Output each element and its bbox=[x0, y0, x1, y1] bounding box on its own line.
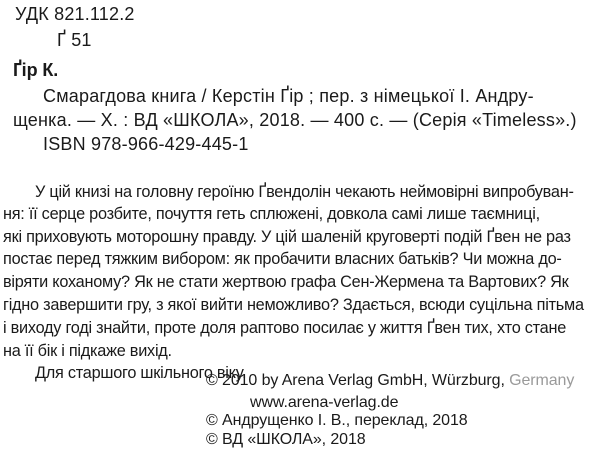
copyright-arena-country: Germany bbox=[509, 372, 575, 389]
annotation-line-8: на її бік і підкаже вихід. bbox=[3, 342, 172, 360]
annotation-line-2: ня: її серце розбите, почуття геть сплюжені, довкола самі лише таємниці, bbox=[3, 205, 540, 223]
copyright-publisher: © ВД «ШКОЛА», 2018 bbox=[206, 431, 366, 448]
bibliographic-description-line-1: Смарагдова книга / Керстін Ґір ; пер. з німецької І. Андру- bbox=[43, 86, 534, 106]
copyright-arena-text: © 2010 by Arena Verlag GmbH, Würzburg, bbox=[206, 372, 510, 389]
audience-note: Для старшого шкільного віку. bbox=[35, 364, 247, 382]
bibliographic-description-line-2: щенка. — Х. : ВД «ШКОЛА», 2018. — 400 с. — (Серія «Timeless».) bbox=[13, 110, 577, 130]
udk-code: УДК 821.112.2 bbox=[15, 4, 135, 24]
annotation-line-6: гідно завершити гру, з якої вийти неможливо? Здається, всюди суцільна пітьма bbox=[3, 296, 584, 314]
annotation-line-4: постає перед тяжким вибором: як пробачити власних батьків? Чи можна до- bbox=[3, 250, 562, 268]
author-name: Ґір К. bbox=[13, 60, 59, 80]
annotation-line-3: які приховують моторошну правду. У цій шаленій круговерті подій Ґвен не раз bbox=[3, 228, 571, 246]
author-mark: Ґ 51 bbox=[57, 30, 92, 50]
annotation-line-5: віряти коханому? Як не стати жертвою графа Сен-Жермена та Вартових? Як bbox=[3, 273, 569, 291]
isbn: ISBN 978-966-429-445-1 bbox=[43, 134, 249, 154]
copyright-arena bbox=[206, 371, 574, 391]
annotation-line-7: і виходу годі знайти, проте доля раптово посилає у життя Ґвен тих, хто стане bbox=[3, 319, 567, 337]
annotation-line-1: У цій книзі на головну героїню Ґвендолін чекають неймовірні випробуван- bbox=[35, 183, 574, 201]
publisher-website: www.arena-verlag.de bbox=[250, 394, 399, 411]
copyright-translation: © Андрущенко І. В., переклад, 2018 bbox=[206, 412, 468, 429]
